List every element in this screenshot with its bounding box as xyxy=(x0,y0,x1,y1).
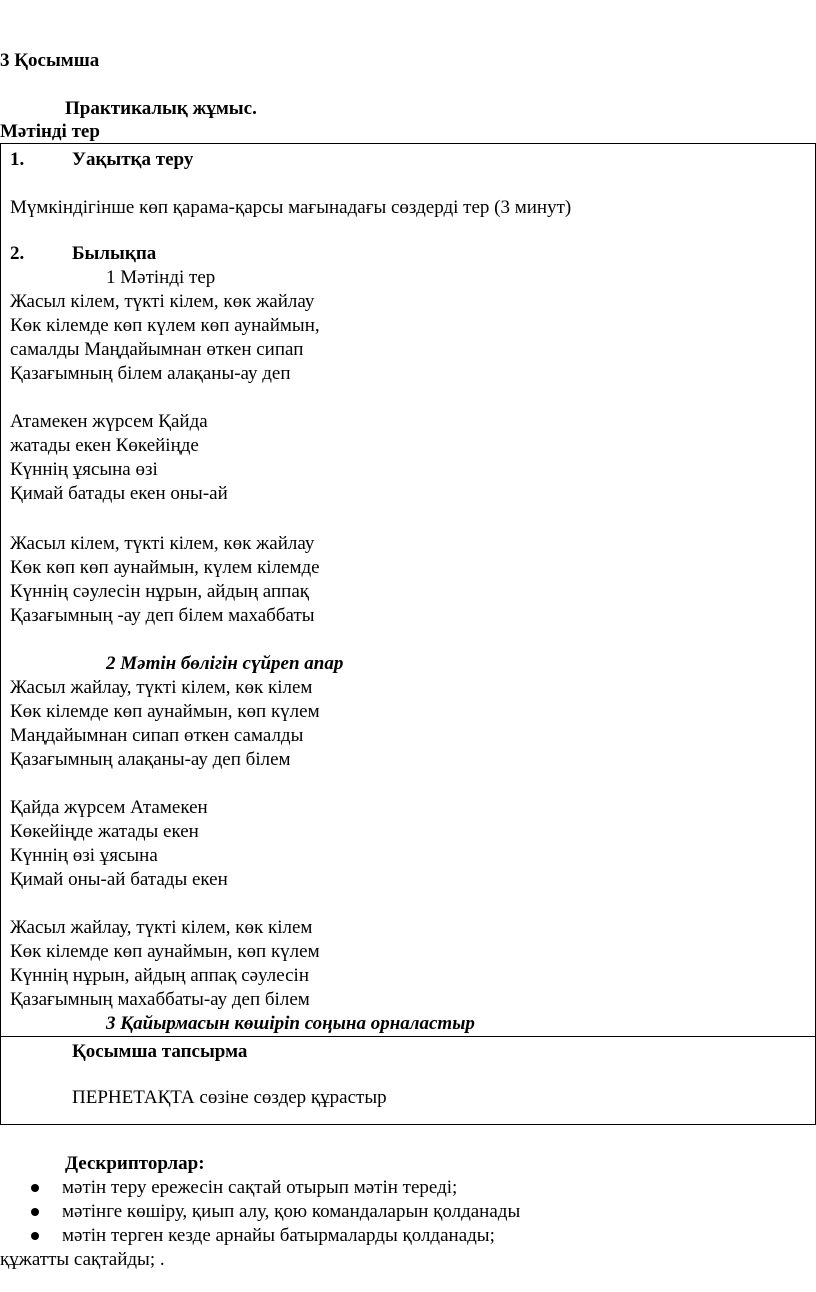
verse-line: Күннің өзі ұясына xyxy=(10,845,158,866)
verse-line: Жасыл кілем, түкті кілем, көк жайлау xyxy=(10,291,315,312)
verse-line: Күннің сәулесін нұрын, айдың аппақ xyxy=(10,581,309,602)
verse-line: самалды Маңдайымнан өткен сипап xyxy=(10,339,304,360)
verse-line: Маңдайымнан сипап өткен самалды xyxy=(10,725,304,746)
bullet-icon xyxy=(31,1184,39,1192)
task2-number: 2. xyxy=(10,243,25,264)
verse-line: Қимай оны-ай батады екен xyxy=(10,869,228,890)
verse-line: Жасыл жайлау, түкті кілем, көк кілем xyxy=(10,917,313,938)
verse-line: Қазағымның -ау деп білем махаббаты xyxy=(10,605,315,626)
verse-line: Қазағымның махаббаты-ау деп білем xyxy=(10,989,310,1010)
descriptor-item: мәтін терген кезде арнайы батырмаларды қолданады; xyxy=(62,1225,495,1246)
appendix-title: 3 Қосымша xyxy=(0,50,100,71)
task1-number: 1. xyxy=(10,149,25,170)
subtitle: Мәтінді тер xyxy=(0,121,100,142)
verse-line: Күннің нұрын, айдың аппақ сәулесін xyxy=(10,965,309,986)
practical-title: Практикалық жұмыс. xyxy=(65,98,257,119)
verse-line: Көк көп көп аунаймын, күлем кілемде xyxy=(10,557,320,578)
verse-line: Көк кілемде көп аунаймын, көп күлем xyxy=(10,701,320,722)
verse-line: Қазағымның білем алақаны-ау деп xyxy=(10,363,291,384)
descriptor-item: мәтінге көшіру, қиып алу, қою командаларын қолданады xyxy=(62,1201,521,1222)
task1-text: Мүмкіндігінше көп қарама-қарсы мағынадағы сөздерді тер (3 минут) xyxy=(10,197,572,218)
extra-task-title: Қосымша тапсырма xyxy=(72,1041,248,1062)
extra-task-text: ПЕРНЕТАҚТА сөзіне сөздер құрастыр xyxy=(72,1087,387,1108)
task2-step2: 2 Мәтін бөлігін сүйреп апар xyxy=(106,653,344,674)
verse-line: Көк кілемде көп аунаймын, көп күлем xyxy=(10,941,320,962)
verse-line: Көк кілемде көп күлем көп аунаймын, xyxy=(10,315,320,336)
descriptors-title: Дескрипторлар: xyxy=(65,1153,205,1174)
task2-title: Былықпа xyxy=(72,243,157,264)
task1-title: Уақытқа теру xyxy=(72,149,194,170)
verse-line: Күннің ұясына өзі xyxy=(10,459,158,480)
task2-step1: 1 Мәтінді тер xyxy=(106,267,216,288)
task2-step3: 3 Қайырмасын көшіріп соңына орналастыр xyxy=(106,1013,475,1034)
verse-line: Жасыл жайлау, түкті кілем, көк кілем xyxy=(10,677,313,698)
verse-line: Атамекен жүрсем Қайда xyxy=(10,411,208,432)
verse-line: Жасыл кілем, түкті кілем, көк жайлау xyxy=(10,533,315,554)
descriptor-item: мәтін теру ережесін сақтай отырып мәтін тереді; xyxy=(62,1177,458,1198)
bullet-icon xyxy=(31,1208,39,1216)
verse-line: Қимай батады екен оны-ай xyxy=(10,483,228,504)
verse-line: Қайда жүрсем Атамекен xyxy=(10,797,208,818)
bullet-icon xyxy=(31,1232,39,1240)
descriptor-continuation: құжатты сақтайды; . xyxy=(0,1249,165,1270)
verse-line: Көкейіңде жатады екен xyxy=(10,821,199,842)
verse-line: жатады екен Көкейіңде xyxy=(10,435,199,456)
verse-line: Қазағымның алақаны-ау деп білем xyxy=(10,749,291,770)
